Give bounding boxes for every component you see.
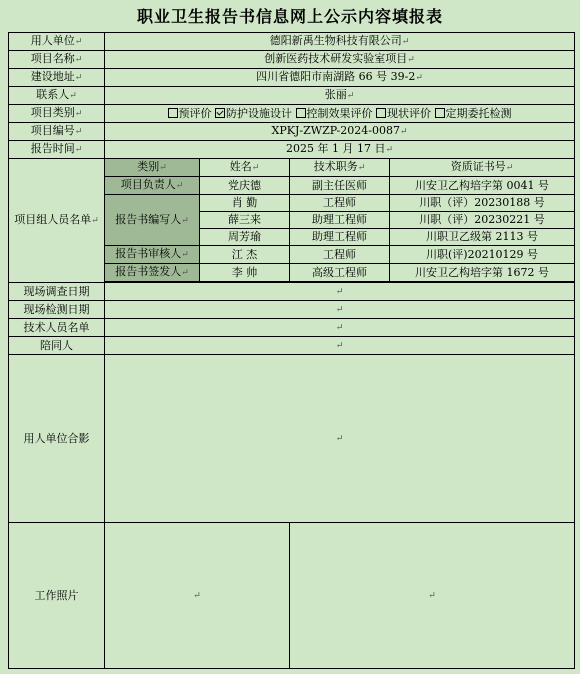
report-time-value[interactable]: 2025 年 1 月 17 日↵ — [105, 141, 575, 159]
address-row — [9, 69, 575, 87]
checkbox-icon[interactable] — [168, 108, 178, 118]
project-name-row — [9, 51, 575, 69]
category-option-pre[interactable]: 预评价 — [168, 107, 212, 120]
contact-label: 联系人↵ — [9, 87, 105, 105]
escort-row — [9, 337, 575, 355]
escort-value[interactable]: ↵ — [105, 337, 575, 355]
survey-date-label: 现场调查日期 — [9, 283, 105, 301]
contact-value[interactable]: 张丽↵ — [105, 87, 575, 105]
member-name[interactable]: 薛三来 — [200, 212, 290, 229]
form-title: 职业卫生报告书信息网上公示内容填报表 — [136, 7, 443, 26]
employer-label: 用人单位↵ — [9, 33, 105, 51]
group-photo-cell[interactable]: ↵ — [105, 355, 575, 523]
member-title[interactable]: 助理工程师 — [290, 212, 390, 229]
category-option-periodic[interactable]: 定期委托检测 — [435, 107, 512, 120]
report-time-row — [9, 141, 575, 159]
member-title[interactable]: 助理工程师 — [290, 229, 390, 246]
survey-date-row — [9, 283, 575, 301]
project-no-value[interactable]: XPKJ-ZWZP-2024-0087↵ — [105, 123, 575, 141]
employer-row — [9, 33, 575, 51]
member-cert[interactable]: 川安卫乙构培字第 1672 号 — [390, 264, 575, 282]
work-photo-row — [9, 523, 575, 669]
member-cert[interactable]: 川安卫乙构培字第 0041 号 — [390, 177, 575, 195]
escort-label: 陪同人 — [9, 337, 105, 355]
category-cell: 项目负责人↵ — [105, 177, 200, 195]
member-cert[interactable]: 川职卫乙级第 2113 号 — [390, 229, 575, 246]
report-time-label: 报告时间↵ — [9, 141, 105, 159]
member-cert[interactable]: 川职（评）20230188 号 — [390, 195, 575, 212]
tech-staff-row — [9, 319, 575, 337]
checkbox-icon[interactable] — [435, 108, 445, 118]
member-title[interactable]: 副主任医师 — [290, 177, 390, 195]
category-row — [9, 105, 575, 123]
col-header-cert: 资质证书号↵ — [390, 159, 575, 177]
checkbox-icon[interactable] — [296, 108, 306, 118]
work-photo-label: 工作照片 — [9, 523, 105, 669]
project-no-row — [9, 123, 575, 141]
checked-checkbox-icon[interactable] — [215, 108, 225, 118]
category-option-design[interactable]: 防护设施设计 — [215, 107, 292, 120]
disclosure-form-table — [8, 32, 575, 669]
member-name[interactable]: 江 杰 — [200, 246, 290, 264]
members-label: 项目组人员名单↵ — [9, 159, 105, 283]
col-header-name: 姓名↵ — [200, 159, 290, 177]
category-cell: 报告书审核人↵ — [105, 246, 200, 264]
checkbox-icon[interactable] — [376, 108, 386, 118]
employer-value[interactable]: 德阳新禹生物科技有限公司↵ — [105, 33, 575, 51]
detection-date-row — [9, 301, 575, 319]
member-name[interactable]: 周芳瑜 — [200, 229, 290, 246]
member-cert[interactable]: 川职（评）20230221 号 — [390, 212, 575, 229]
category-options — [105, 105, 575, 123]
member-title[interactable]: 工程师 — [290, 246, 390, 264]
category-cell: 报告书编写人↵ — [105, 195, 200, 246]
work-photo-cell-right[interactable]: ↵ — [290, 523, 575, 669]
member-name[interactable]: 李 帅 — [200, 264, 290, 282]
col-header-category: 类别↵ — [105, 159, 200, 177]
contact-row — [9, 87, 575, 105]
detection-date-value[interactable]: ↵ — [105, 301, 575, 319]
member-title[interactable]: 工程师 — [290, 195, 390, 212]
project-name-value[interactable]: 创新医药技术研发实验室项目↵ — [105, 51, 575, 69]
tech-staff-label: 技术人员名单 — [9, 319, 105, 337]
category-option-effect[interactable]: 控制效果评价 — [296, 107, 373, 120]
survey-date-value[interactable]: ↵ — [105, 283, 575, 301]
members-header-row — [9, 159, 575, 177]
work-photo-cell-left[interactable]: ↵ — [105, 523, 290, 669]
col-header-title: 技术职务↵ — [290, 159, 390, 177]
member-title[interactable]: 高级工程师 — [290, 264, 390, 282]
group-photo-row — [9, 355, 575, 523]
member-cert[interactable]: 川职(评)20210129 号 — [390, 246, 575, 264]
category-label: 项目类别↵ — [9, 105, 105, 123]
address-label: 建设地址↵ — [9, 69, 105, 87]
address-value[interactable]: 四川省德阳市南湖路 66 号 39-2↵ — [105, 69, 575, 87]
category-cell: 报告书签发人↵ — [105, 264, 200, 282]
detection-date-label: 现场检测日期 — [9, 301, 105, 319]
tech-staff-value[interactable]: ↵ — [105, 319, 575, 337]
project-no-label: 项目编号↵ — [9, 123, 105, 141]
member-name[interactable]: 党庆德 — [200, 177, 290, 195]
group-photo-label: 用人单位合影 — [9, 355, 105, 523]
project-name-label: 项目名称↵ — [9, 51, 105, 69]
category-option-status[interactable]: 现状评价 — [376, 107, 431, 120]
member-name[interactable]: 肖 勤 — [200, 195, 290, 212]
